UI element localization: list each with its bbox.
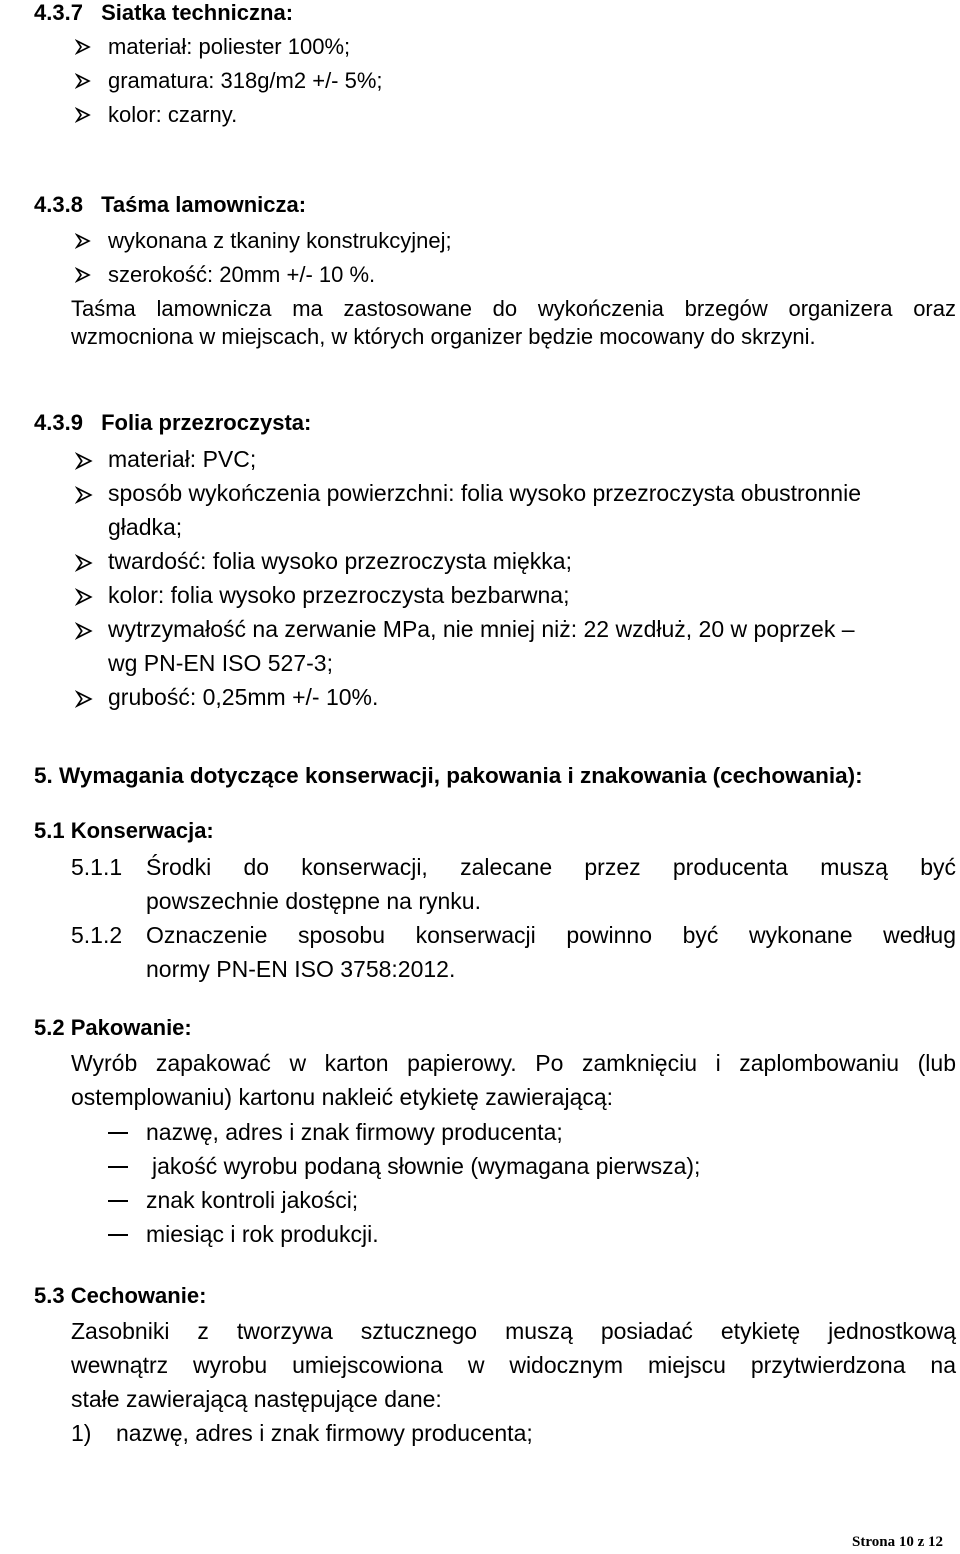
section-heading-5-1: 5.1 Konserwacja: [34,818,214,843]
arrow-bullet-icon [75,690,93,708]
paragraph-line: Wyrób zapakować w karton papierowy. Po zamknięciu i zaplombowaniu (lub [71,1050,956,1076]
paragraph-line: normy PN-EN ISO 3758:2012. [146,956,456,982]
arrow-bullet-icon [75,554,93,572]
list-item: miesiąc i rok produkcji. [146,1221,379,1247]
numbered-item-number: 1) [71,1420,92,1446]
list-item-continuation: gładka; [108,514,183,540]
dash-bullet-icon [108,1200,128,1202]
section-heading-4-3-7 [34,0,293,26]
arrow-bullet-icon [75,486,93,504]
section-number: 4.3.9 [34,410,83,435]
section-heading-4-3-9 [34,410,311,436]
arrow-bullet-icon [75,233,93,251]
paragraph-line: Zasobniki z tworzywa sztucznego muszą posiadać etykietę jednostkową [71,1318,956,1344]
list-item-continuation: wg PN-EN ISO 527-3; [108,650,333,676]
list-item: szerokość: 20mm +/- 10 %. [108,262,376,287]
list-item: materiał: poliester 100%; [108,34,351,59]
section-title: Taśma lamownicza: [101,192,307,217]
page-number: Strona 10 z 12 [852,1534,943,1550]
list-item: grubość: 0,25mm +/- 10%. [108,684,379,710]
chapter-heading-5: 5. Wymagania dotyczące konserwacji, pakowania i znakowania (cechowania): [34,763,863,788]
section-title: Folia przezroczysta: [101,410,312,435]
list-item: nazwę, adres i znak firmowy producenta; [146,1119,563,1145]
list-item: gramatura: 318g/m2 +/- 5%; [108,68,383,93]
arrow-bullet-icon [75,73,93,91]
paragraph-line: Oznaczenie sposobu konserwacji powinno być wykonane według [146,922,956,948]
subsection-number: 5.1.1 [71,854,123,880]
section-number: 4.3.8 [34,192,83,217]
section-title: Siatka techniczna: [101,0,294,25]
list-item: wytrzymałość na zerwanie MPa, nie mniej niż: 22 wzdłuż, 20 w poprzek – [108,616,855,642]
arrow-bullet-icon [75,622,93,640]
list-item: materiał: PVC; [108,446,257,472]
list-item: sposób wykończenia powierzchni: folia wysoko przezroczysta obustronnie [108,480,861,506]
list-item: kolor: czarny. [108,102,238,127]
dash-bullet-icon [108,1166,128,1168]
list-item: znak kontroli jakości; [146,1187,359,1213]
arrow-bullet-icon [75,107,93,125]
numbered-item-text: nazwę, adres i znak firmowy producenta; [116,1420,533,1446]
arrow-bullet-icon [75,588,93,606]
list-item: jakość wyrobu podaną słownie (wymagana pierwsza); [152,1153,701,1179]
list-item: wykonana z tkaniny konstrukcyjnej; [108,228,452,253]
paragraph-line: ostemplowaniu) kartonu nakleić etykietę zawierającą: [71,1084,614,1110]
paragraph-line: Taśma lamownicza ma zastosowane do wykończenia brzegów organizera oraz [71,296,956,321]
section-heading-5-3: 5.3 Cechowanie: [34,1283,207,1308]
subsection-number: 5.1.2 [71,922,123,948]
paragraph-line: wewnątrz wyrobu umiejscowiona w widocznym miejscu przytwierdzona na [71,1352,956,1378]
paragraph-line: stałe zawierającą następujące dane: [71,1386,442,1412]
paragraph-line: wzmocniona w miejscach, w których organizer będzie mocowany do skrzyni. [71,324,816,349]
list-item: twardość: folia wysoko przezroczysta miękka; [108,548,572,574]
paragraph-line: powszechnie dostępne na rynku. [146,888,481,914]
section-number: 4.3.7 [34,0,83,25]
arrow-bullet-icon [75,39,93,57]
arrow-bullet-icon [75,452,93,470]
dash-bullet-icon [108,1132,128,1134]
arrow-bullet-icon [75,267,93,285]
paragraph-line: Środki do konserwacji, zalecane przez producenta muszą być [146,854,956,880]
section-heading-4-3-8 [34,192,306,218]
dash-bullet-icon [108,1234,128,1236]
section-heading-5-2: 5.2 Pakowanie: [34,1015,192,1040]
list-item: kolor: folia wysoko przezroczysta bezbarwna; [108,582,570,608]
